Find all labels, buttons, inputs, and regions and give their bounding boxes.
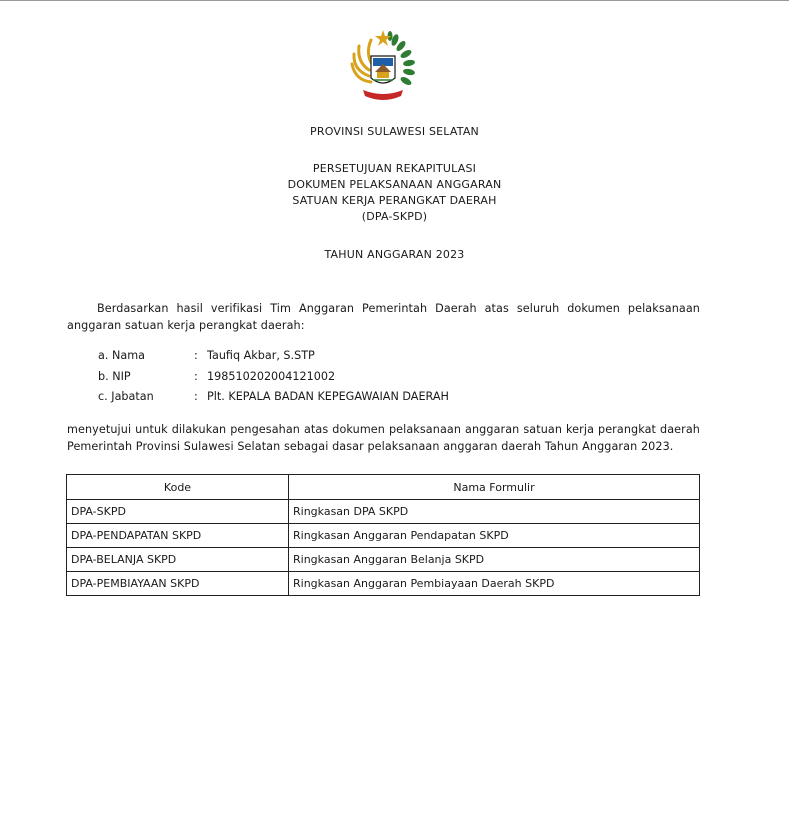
- sulsel-coat-of-arms-logo: [349, 26, 415, 102]
- table-row: [67, 500, 700, 524]
- top-border-line: [0, 0, 789, 1]
- identity-value: Plt. KEPALA BADAN KEPEGAWAIAN DAERAH: [207, 390, 449, 403]
- column-header-kode: Kode: [67, 475, 289, 500]
- identity-value: 198510202004121002: [207, 369, 336, 383]
- title-line-4: (DPA-SKPD): [361, 210, 428, 223]
- logo-ribbon: [363, 90, 403, 100]
- identity-value: Taufiq Akbar, S.STP: [207, 349, 315, 362]
- table-row: [67, 524, 700, 548]
- document-title: [0, 161, 789, 225]
- cell-kode: DPA-SKPD: [67, 500, 289, 524]
- identity-row-name: [98, 349, 449, 370]
- fiscal-year: TAHUN ANGGARAN 2023: [324, 248, 465, 261]
- province-heading: PROVINSI SULAWESI SELATAN: [310, 125, 479, 138]
- cell-nama-formulir: Ringkasan Anggaran Pendapatan SKPD: [289, 524, 700, 548]
- identity-label: c. Jabatan: [98, 390, 154, 403]
- table-row: [67, 548, 700, 572]
- table-header-row: [67, 475, 700, 500]
- forms-table: [66, 474, 700, 596]
- cell-nama-formulir: Ringkasan DPA SKPD: [289, 500, 700, 524]
- identity-label: a. Nama: [98, 349, 145, 362]
- title-line-3: SATUAN KERJA PERANGKAT DAERAH: [292, 194, 497, 207]
- identity-colon: :: [194, 349, 198, 362]
- identity-colon: :: [194, 390, 198, 403]
- table-row: [67, 572, 700, 596]
- title-line-2: DOKUMEN PELAKSANAAN ANGGARAN: [287, 178, 502, 191]
- approval-paragraph: menyetujui untuk dilakukan pengesahan atas dokumen pelaksanaan anggaran satuan kerja perangkat daerah Pemerintah Provinsi Sulawesi Selatan sebagai dasar pelaksanaan anggaran daerah Tahun Anggaran 2023.: [67, 423, 700, 453]
- intro-paragraph: Berdasarkan hasil verifikasi Tim Anggaran Pemerintah Daerah atas seluruh dokumen pelaksanaan anggaran satuan kerja perangkat daerah:: [67, 302, 700, 332]
- title-line-1: PERSETUJUAN REKAPITULASI: [312, 162, 477, 175]
- logo-golden-rays: [352, 40, 373, 82]
- cell-nama-formulir: Ringkasan Anggaran Pembiayaan Daerah SKPD: [289, 572, 700, 596]
- cell-kode: DPA-BELANJA SKPD: [67, 548, 289, 572]
- identity-label: b. NIP: [98, 369, 131, 383]
- cell-nama-formulir: Ringkasan Anggaran Belanja SKPD: [289, 548, 700, 572]
- cell-kode: DPA-PENDAPATAN SKPD: [67, 524, 289, 548]
- logo-house-body: [377, 72, 389, 78]
- column-header-nama-formulir: Nama Formulir: [289, 475, 700, 500]
- cell-kode: DPA-PEMBIAYAAN SKPD: [67, 572, 289, 596]
- identity-colon: :: [194, 369, 198, 383]
- identity-block: [98, 349, 449, 411]
- identity-row-nip: [98, 370, 449, 391]
- identity-row-position: [98, 390, 449, 411]
